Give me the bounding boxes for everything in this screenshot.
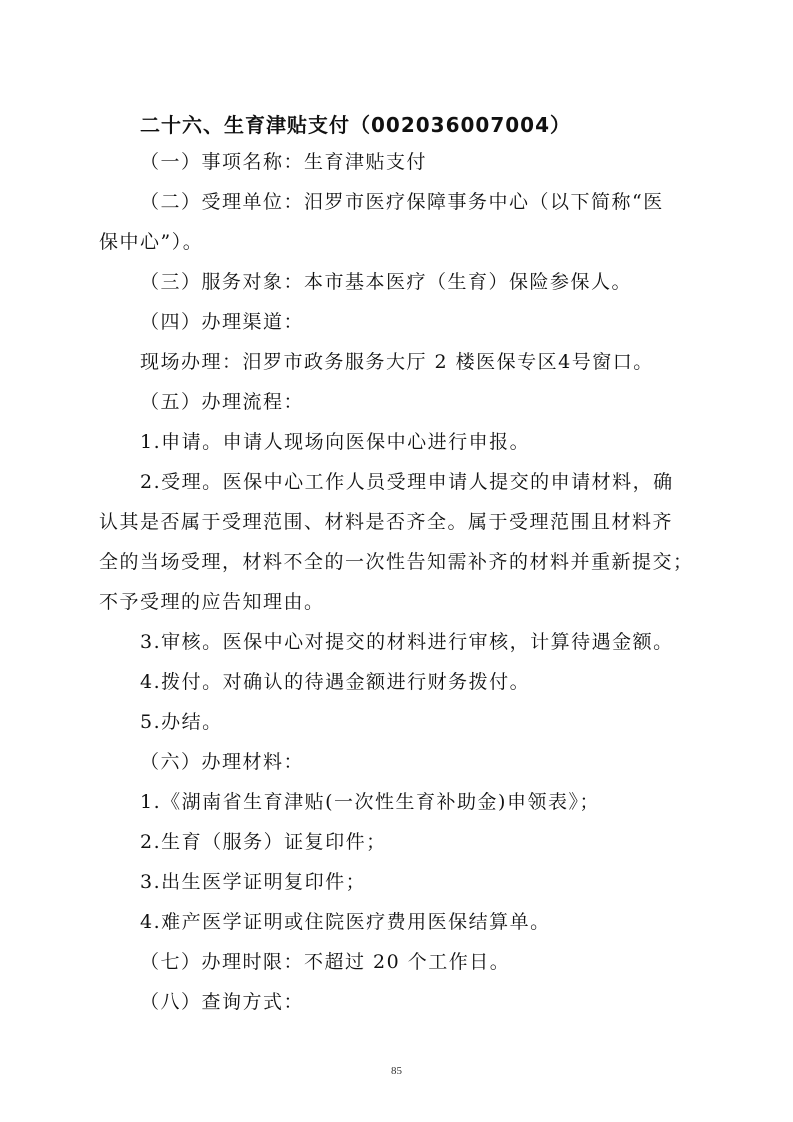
page-number: 85 xyxy=(391,1065,402,1077)
channel-heading: （四）办理渠道： xyxy=(140,311,305,333)
material-item: 4.难产医学证明或住院医疗费用医保结算单。 xyxy=(140,911,551,933)
process-step-review: 3.审核。医保中心对提交的材料进行审核，计算待遇金额。 xyxy=(140,631,674,653)
process-step-accept-continued: 全的当场受理，材料不全的一次性告知需补齐的材料并重新提交； xyxy=(99,551,694,573)
process-step-apply: 1.申请。申请人现场向医保中心进行申报。 xyxy=(140,431,531,453)
accepting-unit-line-continued: 保中心”）。 xyxy=(99,231,204,253)
material-item: 2.生育（服务）证复印件； xyxy=(140,831,387,853)
item-name-line: （一）事项名称：生育津贴支付 xyxy=(140,151,428,173)
service-target-line: （三）服务对象：本市基本医疗（生育）保险参保人。 xyxy=(140,271,633,293)
process-step-accept-continued: 认其是否属于受理范围、材料是否齐全。属于受理范围且材料齐 xyxy=(99,511,674,533)
process-step-accept-continued: 不予受理的应告知理由。 xyxy=(99,591,325,613)
query-method-heading: （八）查询方式： xyxy=(140,991,305,1013)
process-step-payment: 4.拨付。对确认的待遇金额进行财务拨付。 xyxy=(140,671,531,693)
onsite-channel-line: 现场办理：汨罗市政务服务大厅 2 楼医保专区4号窗口。 xyxy=(140,351,654,373)
time-limit-line: （七）办理时限：不超过 20 个工作日。 xyxy=(140,951,511,973)
process-heading: （五）办理流程： xyxy=(140,391,305,413)
material-item: 1.《湖南省生育津贴(一次性生育补助金)申领表》； xyxy=(140,791,600,813)
accepting-unit-line: （二）受理单位：汨罗市医疗保障事务中心（以下简称“医 xyxy=(140,191,664,213)
process-step-complete: 5.办结。 xyxy=(140,711,223,733)
materials-heading: （六）办理材料： xyxy=(140,751,305,773)
material-item: 3.出生医学证明复印件； xyxy=(140,871,367,893)
process-step-accept: 2.受理。医保中心工作人员受理申请人提交的申请材料，确 xyxy=(140,471,674,493)
section-heading: 二十六、生育津贴支付（002036007004） xyxy=(140,113,571,137)
